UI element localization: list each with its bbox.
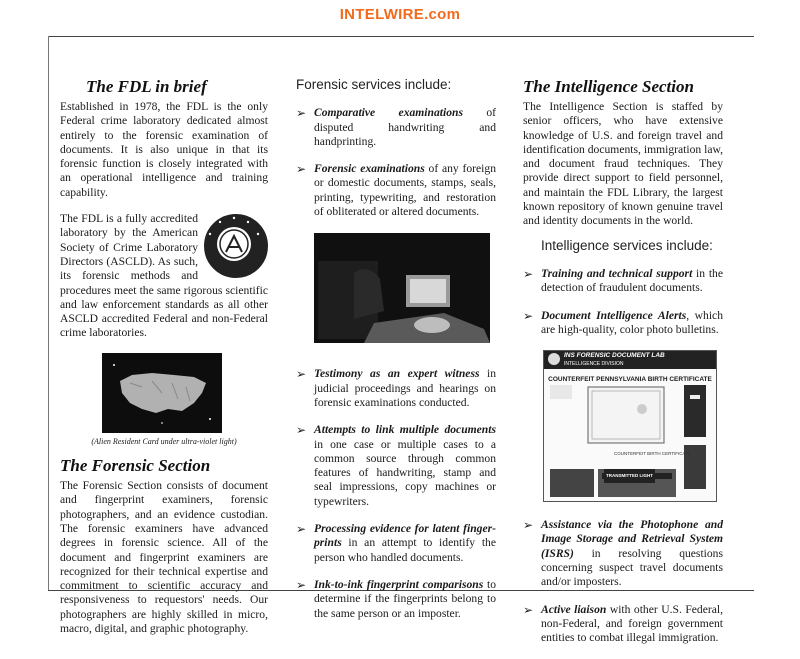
arrow-bullet-icon: ➢	[296, 522, 307, 537]
alert-caption: COUNTERFEIT BIRTH CERTIFICATE	[614, 451, 691, 457]
lab-examiner-photo	[314, 233, 490, 343]
alert-light-label: TRANSMITTED LIGHT	[604, 469, 655, 483]
list-item: ➢ Forensic examinations of any foreign or domestic documents, stamps, seals, printing, typewriting, and restoration of obliterated or altered documents.	[296, 162, 496, 219]
arrow-bullet-icon: ➢	[296, 106, 307, 121]
accreditation-block	[60, 212, 268, 341]
ins-seal-icon	[548, 353, 560, 365]
list-item: ➢ Training and technical support in the detection of fraudulent documents.	[523, 266, 723, 295]
intelligence-services-list-bottom	[523, 518, 723, 645]
heading-fdl-in-brief: The FDL in brief	[86, 77, 207, 96]
list-item: ➢ Processing evidence for latent finger-prints in an attempt to identify the person who handled documents.	[296, 522, 496, 564]
arrow-bullet-icon: ➢	[296, 423, 307, 438]
list-item: ➢ Ink-to-ink fingerprint comparisons to determine if the fingerprints belong to the same person or an imposter.	[296, 577, 496, 620]
arrow-bullet-icon: ➢	[523, 266, 534, 281]
column-forensic-services	[296, 78, 496, 634]
left-rule	[48, 36, 49, 590]
heading-forensic-section: The Forensic Section	[60, 456, 211, 476]
arrow-bullet-icon: ➢	[523, 308, 534, 323]
column-fdl	[60, 77, 268, 636]
arrow-bullet-icon: ➢	[523, 518, 534, 533]
arrow-bullet-icon: ➢	[296, 367, 307, 382]
list-item: ➢ Document Intelligence Alerts, which are high-quality, color photo bulletins.	[523, 308, 723, 336]
list-item: ➢ Comparative examinations of disputed handwriting and handprinting.	[296, 106, 496, 148]
alert-header: INS FORENSIC DOCUMENT LAB	[564, 352, 665, 360]
intelligence-services-subheading: Intelligence services include:	[541, 237, 713, 253]
heading-intelligence-section: The Intelligence Section	[523, 77, 694, 96]
uv-card-photo	[102, 353, 222, 433]
list-item: ➢ Testimony as an expert witness in judicial proceedings and hearings on forensic examinations conducted.	[296, 367, 496, 409]
forensic-section-paragraph: The Forensic Section consists of document and fingerprint examiners, forensic photographers, and an evidence custodian. The forensic examiners have advanced degrees in forensic science. All of the document and fingerprint examiners are recognized for their technical expertise and commitment to scientific accuracy and responsiveness to requestors' needs. Our photographers are highly skilled in micro, macro, digital, and graphic photography.	[60, 479, 268, 636]
intelligence-services-list-top	[523, 267, 723, 337]
column-intelligence	[523, 78, 723, 659]
forensic-services-list-bottom	[296, 367, 496, 620]
accreditation-paragraph: The FDL is a fully accredited laboratory by the American Society of Crime Laboratory Directors (ASCLD). As such, its forensic methods and procedures meet the same rigorous scientific and law enforcement standards as all other ASCLD accredited Federal and non-Federal crime laboratories.	[60, 212, 268, 340]
list-item: ➢ Attempts to link multiple documents in one case or multiple cases to a common source through common features of handwriting, stamp and seal impressions, copy machines or typewriters.	[296, 423, 496, 508]
document-alert-image	[543, 350, 717, 502]
fdl-intro-paragraph: Established in 1978, the FDL is the only Federal crime laboratory dedicated almost entirely to the forensic examination of documents. It is also unique in that its forensic function is closely integrated with an operational intelligence and training capability.	[60, 100, 268, 199]
intelligence-paragraph: The Intelligence Section is staffed by senior officers, who have extensive knowledge of U.S. and foreign travel and identification documents, immigration law, and document fraud techniques. They provide direct support to field personnel, and maintain the FDL Library, the largest known repository of known genuine travel and identity documents in the world.	[523, 100, 723, 228]
ascld-seal-icon	[204, 214, 268, 278]
alert-title: COUNTERFEIT PENNSYLVANIA BIRTH CERTIFICATE	[548, 376, 712, 384]
site-banner[interactable]: INTELWIRE.com	[339, 6, 461, 23]
arrow-bullet-icon: ➢	[296, 162, 307, 177]
list-item: ➢ Active liaison with other U.S. Federal, non-Federal, and foreign government entities to combat illegal immigration.	[523, 602, 723, 645]
arrow-bullet-icon: ➢	[523, 602, 534, 617]
alert-subheader: INTELLIGENCE DIVISION	[564, 361, 624, 368]
arrow-bullet-icon: ➢	[296, 577, 307, 592]
forensic-services-subheading: Forensic services include:	[296, 77, 452, 92]
list-item: ➢ Assistance via the Photophone and Image Storage and Retrieval System (ISRS) in resolving questions concerning suspect travel documents and/or imposters.	[523, 518, 723, 589]
top-rule	[48, 36, 754, 37]
forensic-services-list-top	[296, 106, 496, 219]
photo-caption: (Alien Resident Card under ultra-violet light)	[91, 436, 237, 446]
